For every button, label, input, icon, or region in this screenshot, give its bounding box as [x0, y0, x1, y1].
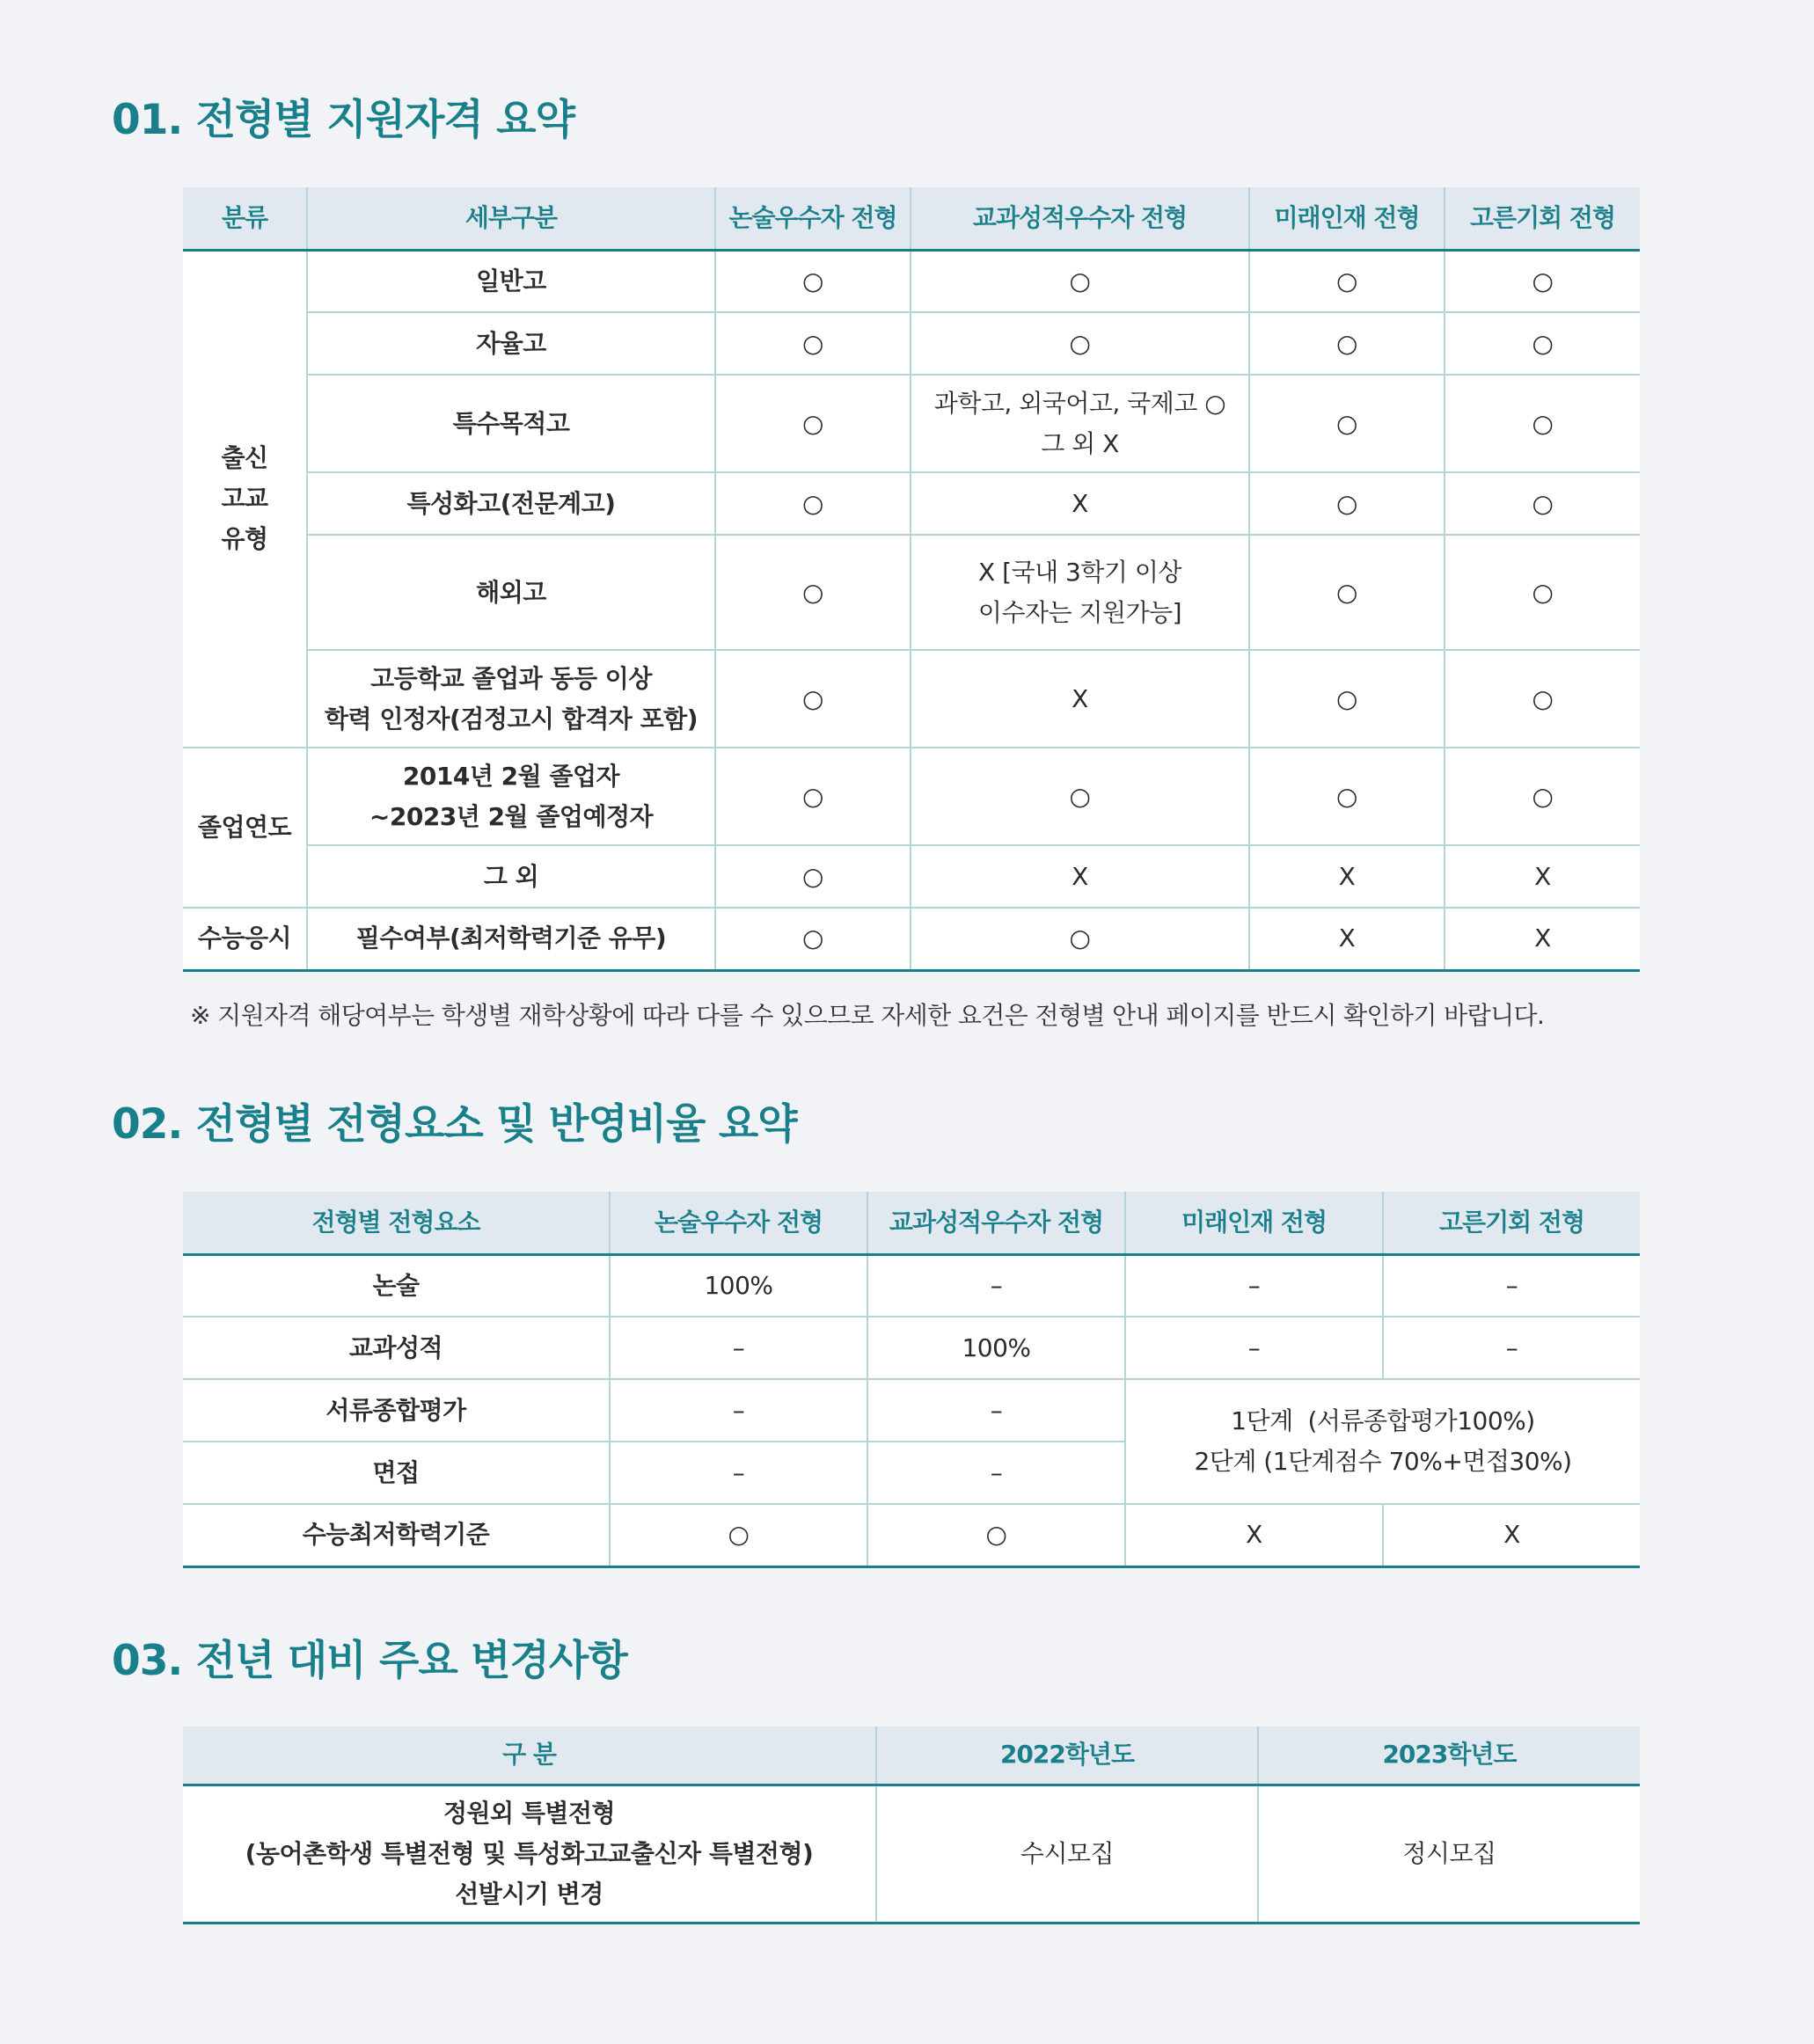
value-cell: 100%	[610, 1254, 867, 1317]
col-header-grades: 교과성적우수자 전형	[911, 187, 1249, 250]
value-line: 그 외 X	[1041, 428, 1119, 458]
table-row	[183, 1785, 1640, 1923]
col-header-2023: 2023학년도	[1258, 1726, 1640, 1785]
col-header-2022: 2022학년도	[876, 1726, 1258, 1785]
value-cell: –	[1125, 1317, 1383, 1379]
value-cell: ○	[1445, 650, 1640, 748]
col-header-grades: 교과성적우수자 전형	[867, 1192, 1125, 1254]
value-cell: ○	[1445, 535, 1640, 650]
col-header-equal: 고른기회 전형	[1383, 1192, 1640, 1254]
detail-cell: 자율고	[307, 312, 715, 375]
section3-title: 03. 전년 대비 주요 변경사항	[112, 1637, 627, 1685]
col-header-element: 전형별 전형요소	[183, 1192, 610, 1254]
value-cell: ○	[715, 908, 911, 970]
value-cell: ○	[1249, 250, 1445, 312]
detail-line: ~2023년 2월 졸업예정자	[369, 801, 654, 831]
value-cell: X	[1445, 908, 1640, 970]
group-label-line: 출신	[221, 443, 268, 473]
detail-cell	[307, 748, 715, 845]
col-header-detail: 세부구분	[307, 187, 715, 250]
value-cell: –	[610, 1379, 867, 1442]
value-cell: X	[1249, 908, 1445, 970]
group-csat: 수능응시	[183, 908, 307, 970]
value-cell: ○	[1445, 250, 1640, 312]
change-label-line: 선발시기 변경	[455, 1879, 603, 1909]
value-cell: ○	[1249, 650, 1445, 748]
detail-cell: 일반고	[307, 250, 715, 312]
value-cell: ○	[1249, 535, 1445, 650]
col-header-equal: 고른기회 전형	[1445, 187, 1640, 250]
value-cell: ○	[1249, 472, 1445, 535]
value-cell: ○	[715, 535, 911, 650]
detail-cell: 해외고	[307, 535, 715, 650]
merged-stage-cell	[1125, 1379, 1640, 1504]
change-label	[183, 1785, 876, 1923]
value-cell: 100%	[867, 1317, 1125, 1379]
detail-cell: 그 외	[307, 845, 715, 908]
value-cell: ○	[1249, 312, 1445, 375]
group-grad-year: 졸업연도	[183, 748, 307, 908]
col-header-category: 분류	[183, 187, 307, 250]
table-row	[183, 250, 1640, 312]
detail-cell: 필수여부(최저학력기준 유무)	[307, 908, 715, 970]
value-cell: ○	[1445, 375, 1640, 472]
value-cell: ○	[911, 748, 1249, 845]
table-row	[183, 1379, 1640, 1442]
value-cell: ○	[911, 250, 1249, 312]
table-row	[183, 1254, 1640, 1317]
col-header-future: 미래인재 전형	[1125, 1192, 1383, 1254]
table-row	[183, 535, 1640, 650]
change-label-line: (농어촌학생 특별전형 및 특성화고교출신자 특별전형)	[245, 1838, 814, 1868]
value-cell: 정시모집	[1258, 1785, 1640, 1923]
table-row	[183, 908, 1640, 970]
table-row	[183, 748, 1640, 845]
stage-line: 2단계 (1단계점수 70%+면접30%)	[1194, 1447, 1572, 1476]
value-cell: X	[1125, 1504, 1383, 1566]
table-header-row	[183, 1192, 1640, 1254]
value-cell: –	[867, 1254, 1125, 1317]
value-cell: X	[911, 472, 1249, 535]
value-cell: ○	[715, 472, 911, 535]
value-cell: ○	[715, 650, 911, 748]
value-cell: ○	[715, 312, 911, 375]
table-header-row	[183, 187, 1640, 250]
detail-line: 고등학교 졸업과 동등 이상	[370, 663, 652, 693]
value-cell: ○	[1445, 748, 1640, 845]
value-cell: –	[867, 1442, 1125, 1504]
detail-line: 2014년 2월 졸업자	[402, 761, 620, 791]
value-cell: ○	[1445, 472, 1640, 535]
detail-line: 학력 인정자(검정고시 합격자 포함)	[324, 704, 698, 734]
group-school-type	[183, 250, 307, 748]
value-cell: X	[911, 845, 1249, 908]
section2-title: 02. 전형별 전형요소 및 반영비율 요약	[112, 1100, 797, 1149]
detail-cell: 특수목적고	[307, 375, 715, 472]
stage-line: 1단계 (서류종합평가100%)	[1231, 1406, 1535, 1435]
change-label-line: 정원외 특별전형	[443, 1798, 616, 1828]
col-header-future: 미래인재 전형	[1249, 187, 1445, 250]
value-cell: X	[911, 650, 1249, 748]
changes-table	[183, 1726, 1640, 1924]
value-cell: ○	[715, 748, 911, 845]
value-cell: ○	[715, 845, 911, 908]
table-row	[183, 375, 1640, 472]
element-label: 논술	[183, 1254, 610, 1317]
element-label: 면접	[183, 1442, 610, 1504]
value-cell: –	[867, 1379, 1125, 1442]
table-row	[183, 650, 1640, 748]
group-label-line: 유형	[221, 524, 268, 554]
ratio-table	[183, 1192, 1640, 1568]
table-row	[183, 312, 1640, 375]
value-cell: –	[1383, 1317, 1640, 1379]
value-cell-multiline	[911, 375, 1249, 472]
value-cell: ○	[867, 1504, 1125, 1566]
value-line: 이수자는 지원가능]	[977, 597, 1182, 627]
value-cell: –	[610, 1442, 867, 1504]
eligibility-note: ※ 지원자격 해당여부는 학생별 재학상황에 따라 다를 수 있으므로 자세한 요건은 전형별 안내 페이지를 반드시 확인하기 바랍니다.	[190, 1001, 1545, 1030]
col-header-essay: 논술우수자 전형	[610, 1192, 867, 1254]
detail-cell	[307, 650, 715, 748]
col-header-essay: 논술우수자 전형	[715, 187, 911, 250]
detail-cell: 특성화고(전문계고)	[307, 472, 715, 535]
value-cell-multiline	[911, 535, 1249, 650]
table-header-row	[183, 1726, 1640, 1785]
value-cell: ○	[1249, 375, 1445, 472]
element-label: 교과성적	[183, 1317, 610, 1379]
value-cell: ○	[715, 375, 911, 472]
table-row	[183, 1317, 1640, 1379]
group-label-line: 고교	[221, 484, 268, 514]
col-header-category: 구 분	[183, 1726, 876, 1785]
value-line: 과학고, 외국어고, 국제고 ○	[933, 388, 1226, 418]
value-cell: ○	[1445, 312, 1640, 375]
table-row	[183, 472, 1640, 535]
value-cell: ○	[715, 250, 911, 312]
section1-title: 01. 전형별 지원자격 요약	[112, 96, 574, 144]
element-label: 수능최저학력기준	[183, 1504, 610, 1566]
value-cell: –	[1125, 1254, 1383, 1317]
value-cell: –	[610, 1317, 867, 1379]
element-label: 서류종합평가	[183, 1379, 610, 1442]
value-cell: X	[1383, 1504, 1640, 1566]
eligibility-table	[183, 187, 1640, 972]
table-row	[183, 845, 1640, 908]
value-line: X [국내 3학기 이상	[978, 557, 1181, 587]
value-cell: ○	[911, 312, 1249, 375]
value-cell: ○	[610, 1504, 867, 1566]
value-cell: X	[1249, 845, 1445, 908]
value-cell: ○	[911, 908, 1249, 970]
value-cell: ○	[1249, 748, 1445, 845]
value-cell: 수시모집	[876, 1785, 1258, 1923]
value-cell: X	[1445, 845, 1640, 908]
value-cell: –	[1383, 1254, 1640, 1317]
table-row	[183, 1504, 1640, 1566]
